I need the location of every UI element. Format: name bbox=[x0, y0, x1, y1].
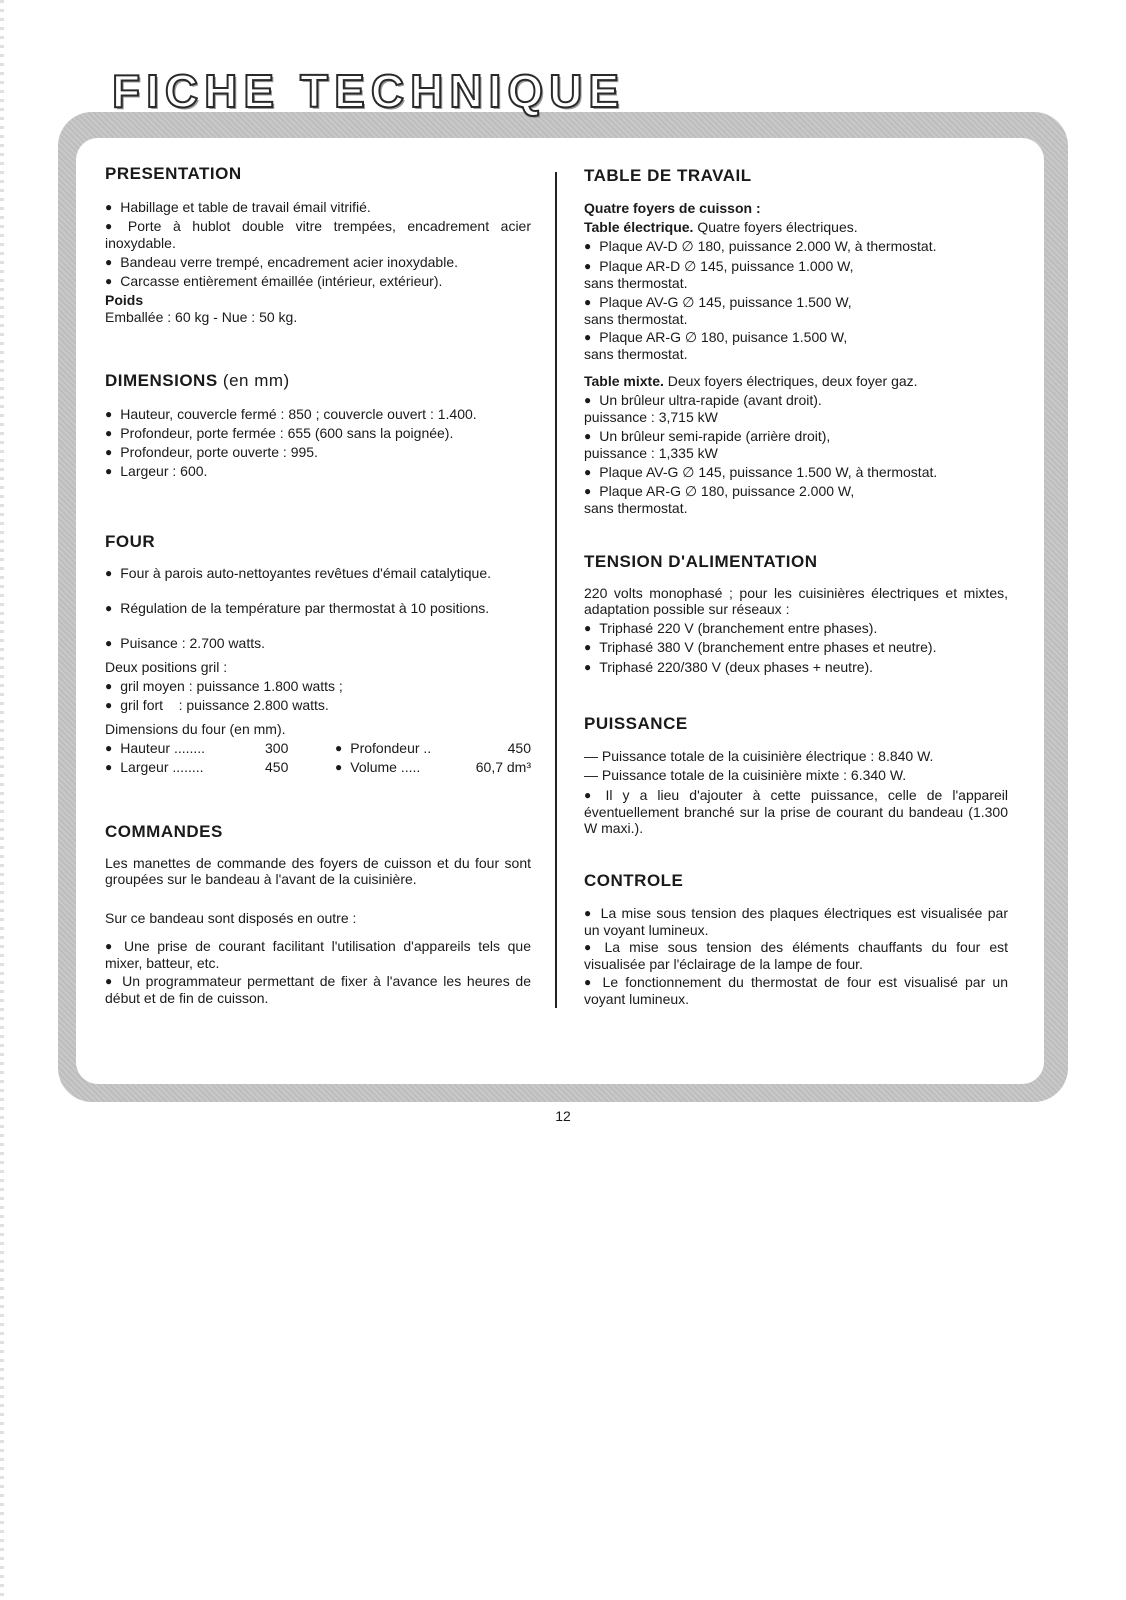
scan-edge bbox=[0, 0, 4, 1600]
list-item: ● Four à parois auto-nettoyantes revêtues d'émail catalytique. bbox=[105, 565, 531, 582]
left-column bbox=[105, 0, 531, 1600]
title-letter: H bbox=[204, 65, 238, 117]
title-letter: C bbox=[164, 65, 199, 117]
page-number: 12 bbox=[555, 1108, 571, 1124]
list-item: ● gril moyen : puissance 1.800 watts ; bbox=[105, 678, 343, 695]
list-item: ● Porte à hublot double vitre trempées, encadrement acier inoxydable. bbox=[105, 218, 531, 251]
mixte-label: Table mixte. bbox=[584, 373, 664, 389]
title-letter: E bbox=[588, 65, 620, 117]
page-title bbox=[112, 60, 619, 122]
list-item: ● Un brûleur ultra-rapide (avant droit). puissance : 3,715 kW bbox=[584, 392, 1008, 425]
right-column bbox=[584, 0, 1008, 1600]
title-letter: C bbox=[370, 65, 405, 117]
mixte-text: Deux foyers électriques, deux foyer gaz. bbox=[667, 373, 918, 389]
dimensions-unit: (en mm) bbox=[222, 371, 290, 390]
title-letter: F bbox=[112, 65, 141, 117]
list-item: ● Un brûleur semi-rapide (arrière droit), puissance : 1,335 kW bbox=[584, 428, 1008, 461]
list-item: ● La mise sous tension des éléments chauffants du four est visualisée par l'éclairage de la lampe de four. bbox=[584, 939, 1008, 972]
title-letter: E bbox=[334, 65, 365, 117]
section-title-dimensions bbox=[105, 373, 290, 389]
section-title-commandes: COMMANDES bbox=[105, 822, 223, 841]
list-item: ● Habillage et table de travail émail vitrifié. bbox=[105, 199, 531, 216]
list-item: ● Carcasse entièrement émaillée (intérieur, extérieur). bbox=[105, 273, 531, 290]
list-item: ● La mise sous tension des plaques électriques est visualisée par un voyant lumineux. bbox=[584, 905, 1008, 938]
list-item: ● Un programmateur permettant de fixer à l'avance les heures de début et de fin de cuisson. bbox=[105, 973, 531, 1006]
list-item: ● Puisance : 2.700 watts. bbox=[105, 635, 531, 652]
section-title-tension: TENSION D'ALIMENTATION bbox=[584, 552, 818, 571]
list-item: ● Triphasé 220/380 V (deux phases + neutre). bbox=[584, 659, 873, 676]
list-item: ● Plaque AR-G ∅ 180, puisance 1.500 W, sans thermostat. bbox=[584, 329, 1008, 362]
list-item: ● Triphasé 380 V (branchement entre phases et neutre). bbox=[584, 639, 936, 656]
section-title-presentation: PRESENTATION bbox=[105, 164, 242, 183]
list-item: ● Profondeur, porte fermée : 655 (600 sans la poignée). bbox=[105, 425, 531, 442]
weight-label: Poids bbox=[105, 292, 144, 308]
list-item: ● Il y a lieu d'ajouter à cette puissance, celle de l'appareil éventuellement branché sur la prise de courant du bandeau (1.300 W maxi.). bbox=[584, 787, 1008, 836]
oven-dim-value: 60,7 dm³ bbox=[475, 759, 531, 775]
oven-dim-label: ● Largeur ........ bbox=[105, 759, 265, 776]
list-item: ● Le fonctionnement du thermostat de four est visualisé par un voyant lumineux. bbox=[584, 974, 1008, 1007]
list-item: ● Plaque AR-D ∅ 145, puissance 1.000 W, sans thermostat. bbox=[584, 258, 1008, 291]
electric-line bbox=[584, 219, 858, 235]
list-item: ● Plaque AR-G ∅ 180, puissance 2.000 W, sans thermostat. bbox=[584, 483, 1008, 516]
title-letter: U bbox=[549, 65, 583, 117]
section-title-controle: CONTROLE bbox=[584, 871, 684, 890]
list-item: ● Largeur : 600. bbox=[105, 463, 531, 480]
table-subtitle: Quatre foyers de cuisson : bbox=[584, 200, 761, 216]
oven-dims-row bbox=[105, 740, 531, 757]
dimensions-title: DIMENSIONS bbox=[105, 371, 218, 390]
oven-dim-label: ● Hauteur ........ bbox=[105, 740, 265, 757]
list-item: ● Plaque AV-G ∅ 145, puissance 1.500 W, sans thermostat. bbox=[584, 294, 1008, 327]
oven-dim-label: ● Profondeur .. bbox=[335, 740, 465, 757]
tension-para: 220 volts monophasé ; pour les cuisinières électriques et mixtes, adaptation possible sur réseaux : bbox=[584, 585, 1008, 617]
column-divider bbox=[555, 172, 557, 1008]
list-item: ● Bandeau verre trempé, encadrement acier inoxydable. bbox=[105, 254, 531, 271]
list-item: ● Plaque AV-G ∅ 145, puissance 1.500 W, à thermostat. bbox=[584, 464, 1008, 481]
section-title-puissance: PUISSANCE bbox=[584, 714, 688, 733]
section-title-table-travail: TABLE DE TRAVAIL bbox=[584, 166, 752, 185]
oven-dim-value: 450 bbox=[507, 740, 531, 756]
section-title-four: FOUR bbox=[105, 532, 156, 551]
commandes-para: Sur ce bandeau sont disposés en outre : bbox=[105, 910, 357, 926]
title-letter: N bbox=[449, 65, 483, 117]
electric-label: Table électrique. bbox=[584, 219, 694, 235]
list-item: ● Hauteur, couvercle fermé : 850 ; couvercle ouvert : 1.400. bbox=[105, 406, 531, 423]
commandes-para: Les manettes de commande des foyers de cuisson et du four sont groupées sur le bandeau à l'avant de la cuisinière. bbox=[105, 855, 531, 887]
list-item: ● Une prise de courant facilitant l'utilisation d'appareils tels que mixer, batteur, etc. bbox=[105, 938, 531, 971]
electric-text: Quatre foyers électriques. bbox=[697, 219, 858, 235]
list-item: ● gril fort : puissance 2.800 watts. bbox=[105, 697, 329, 714]
oven-dims-intro: Dimensions du four (en mm). bbox=[105, 721, 286, 737]
title-letter: E bbox=[243, 65, 275, 117]
gril-intro: Deux positions gril : bbox=[105, 659, 228, 675]
oven-dim-label: ● Volume ..... bbox=[335, 759, 465, 776]
puissance-line: — Puissance totale de la cuisinière électrique : 8.840 W. bbox=[584, 748, 934, 764]
oven-dims-row bbox=[105, 759, 531, 776]
title-space bbox=[280, 60, 294, 122]
list-item: ● Régulation de la température par thermostat à 10 positions. bbox=[105, 600, 531, 617]
puissance-line: — Puissance totale de la cuisinière mixte : 6.340 W. bbox=[584, 767, 907, 783]
list-item: ● Triphasé 220 V (branchement entre phases). bbox=[584, 620, 877, 637]
oven-dim-value: 450 bbox=[265, 759, 289, 775]
title-letter: H bbox=[410, 65, 444, 117]
title-letter: Q bbox=[507, 65, 544, 117]
title-letter: T bbox=[300, 65, 329, 117]
weight-text: Emballée : 60 kg - Nue : 50 kg. bbox=[105, 309, 298, 325]
oven-dim-value: 300 bbox=[265, 740, 289, 756]
list-item: ● Profondeur, porte ouverte : 995. bbox=[105, 444, 531, 461]
list-item: ● Plaque AV-D ∅ 180, puissance 2.000 W, à thermostat. bbox=[584, 238, 1008, 255]
title-letter: I bbox=[146, 65, 159, 117]
mixte-line bbox=[584, 373, 918, 389]
title-letter: I bbox=[488, 65, 502, 117]
